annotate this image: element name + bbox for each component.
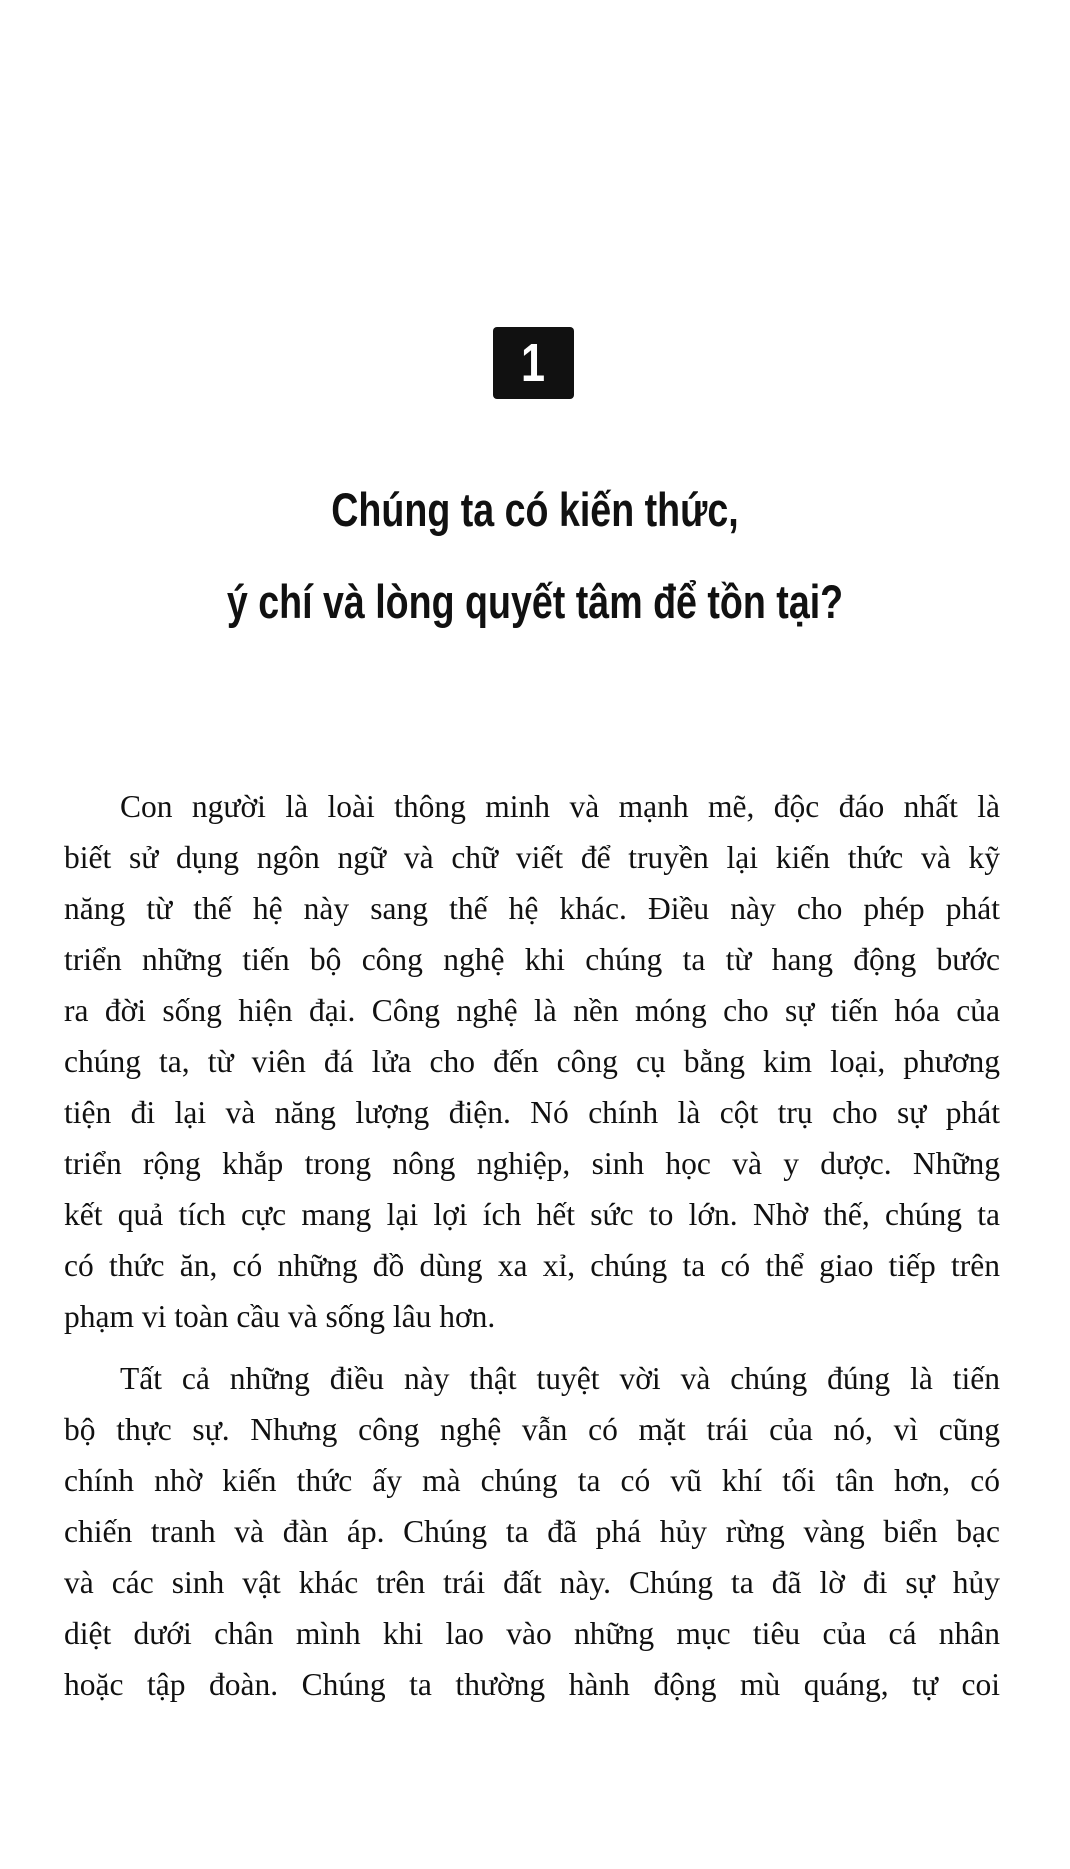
text-line: chúng ta, từ viên đá lửa cho đến công cụ bằng kim loại, phương xyxy=(64,1044,1000,1079)
text-line: bộ thực sự. Nhưng công nghệ vẫn có mặt trái của nó, vì cũng xyxy=(64,1412,1000,1447)
text-line: phạm vi toàn cầu và sống lâu hơn. xyxy=(64,1299,496,1334)
text-line: có thức ăn, có những đồ dùng xa xỉ, chúng ta có thể giao tiếp trên xyxy=(64,1248,1000,1283)
text-line: tiện đi lại và năng lượng điện. Nó chính là cột trụ cho sự phát xyxy=(64,1095,1000,1130)
text-line: hoặc tập đoàn. Chúng ta thường hành động mù quáng, tự coi xyxy=(64,1667,1000,1702)
chapter-title-line: ý chí và lòng quyết tâm để tồn tại? xyxy=(226,575,844,628)
text-line: Tất cả những điều này thật tuyệt vời và chúng đúng là tiến xyxy=(120,1361,1000,1396)
paragraph-1 xyxy=(64,781,1000,1342)
text-line: triển rộng khắp trong nông nghiệp, sinh học và y dược. Những xyxy=(64,1146,1000,1181)
chapter-number-badge xyxy=(493,327,574,399)
chapter-title-line: Chúng ta có kiến thức, xyxy=(331,483,739,536)
text-line: ra đời sống hiện đại. Công nghệ là nền móng cho sự tiến hóa của xyxy=(64,993,1000,1028)
text-line: và các sinh vật khác trên trái đất này. Chúng ta đã lờ đi sự hủy xyxy=(64,1565,1000,1600)
text-line: diệt dưới chân mình khi lao vào những mục tiêu của cá nhân xyxy=(64,1616,1000,1651)
text-line: năng từ thế hệ này sang thế hệ khác. Điều này cho phép phát xyxy=(64,891,1000,926)
text-line: chiến tranh và đàn áp. Chúng ta đã phá hủy rừng vàng biển bạc xyxy=(64,1514,1000,1549)
text-line: Con người là loài thông minh và mạnh mẽ, độc đáo nhất là xyxy=(120,789,1000,824)
text-line: triển những tiến bộ công nghệ khi chúng ta từ hang động bước xyxy=(64,942,1000,977)
text-line: chính nhờ kiến thức ấy mà chúng ta có vũ khí tối tân hơn, có xyxy=(64,1463,1000,1498)
chapter-number: 1 xyxy=(521,333,546,393)
text-line: kết quả tích cực mang lại lợi ích hết sức to lớn. Nhờ thế, chúng ta xyxy=(64,1197,1000,1232)
paragraph-2 xyxy=(64,1353,1000,1710)
text-line: biết sử dụng ngôn ngữ và chữ viết để truyền lại kiến thức và kỹ xyxy=(64,840,1000,875)
chapter-title xyxy=(179,464,891,648)
